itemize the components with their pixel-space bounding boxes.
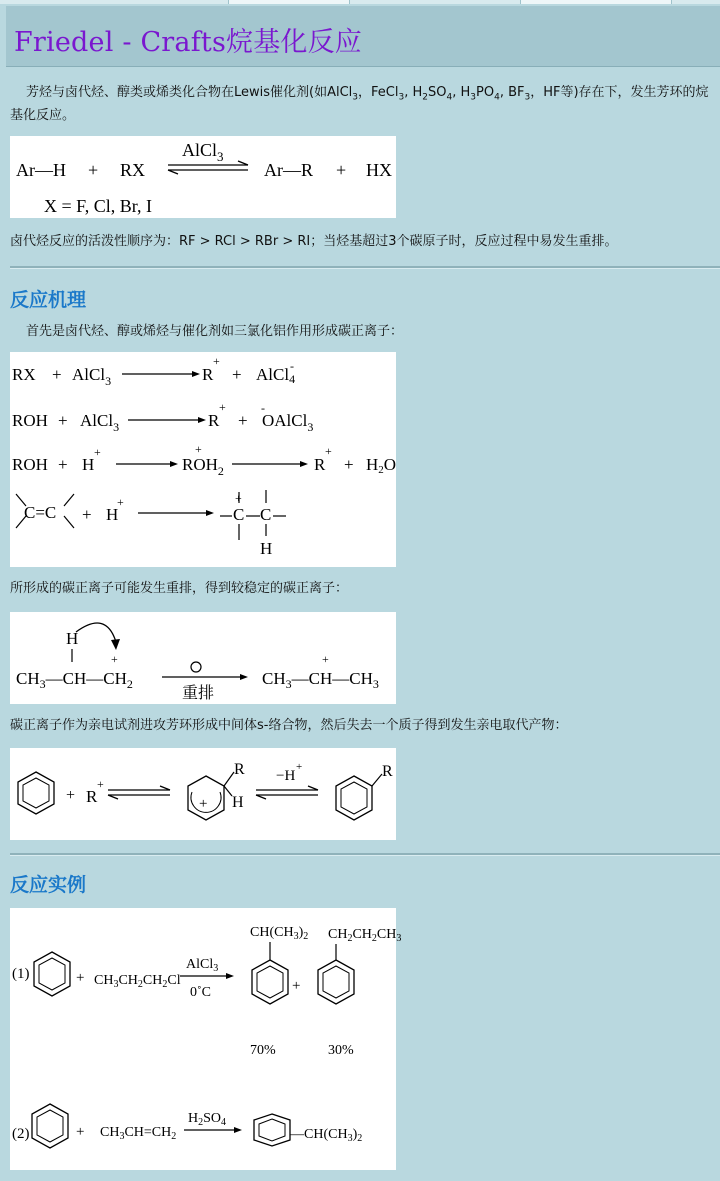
- tab-marker[interactable]: [228, 0, 350, 4]
- benzene-ring: [18, 772, 54, 814]
- ex1-reagent: $CH_3CH_2CH_2Cl$: [94, 973, 181, 990]
- plus-charge: +: [219, 400, 226, 414]
- ex2-catalyst: $H_2SO_4$: [188, 1111, 227, 1128]
- mechanism-intro: 首先是卤代烃、醇或烯烃与催化剂如三氯化铝作用形成碳正离子：: [26, 324, 404, 339]
- section-divider: [10, 853, 720, 856]
- arrow-head: [206, 510, 214, 516]
- rearrangement-figure: [10, 612, 396, 704]
- yield-percent: 30%: [328, 1043, 354, 1058]
- rearrangement-svg: [10, 612, 396, 704]
- reaction-condition: 0˚C: [190, 985, 211, 1000]
- intro-paragraph: [10, 84, 710, 125]
- example-number: (2): [12, 1126, 30, 1142]
- rearrangement-note: 所形成的碳正离子可能发生重排，得到较稳定的碳正离子：: [10, 581, 349, 596]
- intro-text: PO: [476, 85, 495, 100]
- carbon-atom: C: [260, 505, 272, 524]
- plus-charge: +: [213, 354, 220, 368]
- product-ring: [254, 1114, 290, 1146]
- mech-r1-catalyst: AlCl$_3$: [72, 365, 112, 388]
- catalyst-label: AlCl$_3$: [182, 140, 224, 164]
- intro-text: 芳烃与卤代烃、醇类或烯类化合物在Lewis催化剂(如AlCl: [26, 85, 353, 100]
- plus-charge: +: [94, 445, 101, 459]
- mech-r1-reactant: RX: [12, 365, 36, 384]
- proton-loss-label: −H: [276, 768, 296, 784]
- carbocation: R: [314, 455, 326, 474]
- rearr-product: $CH_3—CH—CH_3$: [262, 669, 379, 691]
- page-title-bar: [6, 6, 720, 67]
- plus-sign: +: [58, 411, 68, 430]
- product-ring: [336, 776, 372, 820]
- general-equation-svg: [10, 136, 396, 218]
- arrow-head: [226, 973, 234, 979]
- plus-charge: +: [325, 444, 332, 458]
- plus-charge: +: [296, 761, 303, 773]
- section-heading-examples: 反应实例: [10, 874, 87, 896]
- ex2-product-substituent: $—CH(CH_3)_2$: [290, 1127, 363, 1144]
- plus-charge: +: [117, 495, 124, 509]
- plus-sign: +: [76, 1124, 85, 1140]
- water: H2O: [366, 455, 397, 476]
- bond: [372, 774, 382, 786]
- rearrangement-label: 重排: [182, 685, 215, 702]
- carbocation: R: [86, 787, 98, 806]
- rearr-reactant: $CH_3—CH—CH_2$: [16, 669, 133, 691]
- reactant-ar-h: Ar—H: [16, 160, 66, 180]
- substituent-r: R: [382, 763, 393, 780]
- example-number: (1): [12, 966, 30, 982]
- minus-charge: -: [290, 359, 294, 373]
- hydrogen-atom: H: [260, 539, 273, 558]
- intro-text: ，FeCl: [358, 85, 399, 100]
- mech-r2-anion: OAlCl$_3$: [262, 411, 314, 434]
- mech-r2-catalyst: AlCl$_3$: [80, 411, 120, 434]
- plus-charge: +: [235, 491, 242, 505]
- plus-sign: +: [66, 787, 76, 804]
- hydrogen-atom: H: [66, 629, 79, 648]
- ex1-product2-substituent: $CH_2CH_2CH_3$: [328, 927, 402, 944]
- intro-sub: 3: [398, 92, 405, 103]
- plus-sign: +: [76, 970, 85, 986]
- plus-sign: +: [88, 160, 99, 180]
- plus-sign: +: [82, 505, 92, 524]
- benzene-ring: [32, 1104, 68, 1148]
- minus-charge: -: [261, 401, 265, 415]
- arrow-head: [234, 1127, 242, 1133]
- plus-charge: +: [322, 652, 329, 666]
- ex1-product1-substituent: $CH(CH_3)_2$: [250, 925, 309, 942]
- bond: [64, 516, 74, 528]
- bond: [224, 772, 234, 786]
- benzene-ring: [34, 952, 70, 996]
- intro-sub: 4: [494, 92, 500, 103]
- bond: [64, 494, 74, 506]
- bond: [224, 786, 232, 796]
- svg-text:+: +: [199, 796, 208, 812]
- sigma-complex-ring: [188, 776, 224, 820]
- intro-text: , H: [404, 85, 423, 100]
- arrow-head: [240, 674, 248, 680]
- reactivity-note: 卤代烃反应的活泼性顺序为：RF > RCl > RBr > RI；当烃基超过3个碳原子时，反应过程中易发生重排。: [10, 234, 618, 249]
- plus-sign: +: [238, 411, 248, 430]
- carbocation: R: [202, 365, 214, 384]
- arrow-head: [198, 417, 206, 423]
- intro-text: , BF: [499, 85, 525, 100]
- intro-text: ，HF等)存在下，发生芳环的烷基化反应。: [10, 85, 709, 123]
- examples-figure: [10, 908, 402, 1170]
- plus-sign: +: [292, 978, 301, 994]
- product2-ring: [318, 960, 354, 1004]
- mechanism-svg: [10, 352, 396, 567]
- plus-sign: +: [52, 365, 62, 384]
- mech-r1-anion: AlCl4: [256, 365, 296, 386]
- substituent-r: R: [234, 761, 245, 778]
- plus-charge: +: [111, 652, 118, 666]
- mechanism-figure: [10, 352, 396, 567]
- plus-charge: +: [97, 777, 104, 791]
- reaction-condition-circle: [191, 662, 201, 672]
- intro-text: SO: [428, 85, 447, 100]
- product1-ring: [252, 960, 288, 1004]
- carbocation: R: [208, 411, 220, 430]
- sigma-complex-svg: [10, 748, 396, 840]
- alkene: C=C: [24, 503, 57, 522]
- product-hx: HX: [366, 160, 392, 180]
- arrow-head: [192, 371, 200, 377]
- plus-sign: +: [344, 455, 354, 474]
- section-divider: [10, 266, 720, 269]
- arrow-head: [170, 461, 178, 467]
- browser-top-strip: [0, 0, 720, 4]
- reactant-rx: RX: [120, 160, 146, 180]
- sigma-complex-note: 碳正离子作为亲电试剂进攻芳环形成中间体s-络合物，然后失去一个质子得到发生亲电取代产物：: [10, 718, 568, 733]
- hydrogen-atom: H: [232, 794, 244, 811]
- sigma-complex-figure: [10, 748, 396, 840]
- arrow-head: [300, 461, 308, 467]
- examples-svg: [10, 908, 402, 1170]
- general-equation-figure: [10, 136, 396, 218]
- carbon-atom: C: [233, 505, 245, 524]
- hydride-shift-arrow: [76, 623, 116, 642]
- intro-sub: 4: [446, 92, 453, 103]
- mech-r3-reactant: ROH: [12, 455, 48, 474]
- intro-text: , H: [452, 85, 471, 100]
- ex2-reagent: $CH_3CH=CH_2$: [100, 1125, 177, 1142]
- plus-sign: +: [336, 160, 347, 180]
- intro-sub: 3: [352, 92, 359, 103]
- plus-sign: +: [58, 455, 68, 474]
- section-heading-mechanism: 反应机理: [10, 289, 87, 311]
- oxonium: $ROH_2$: [182, 455, 224, 478]
- product-ar-r: Ar—R: [264, 160, 313, 180]
- ex1-catalyst: AlCl$_3$: [186, 957, 219, 974]
- arrow-head: [111, 639, 120, 650]
- plus-charge: +: [195, 442, 202, 456]
- page-title: Friedel - Crafts烷基化反应: [14, 27, 363, 58]
- plus-sign: +: [232, 365, 242, 384]
- proton: H: [82, 455, 95, 474]
- mech-r2-reactant: ROH: [12, 411, 48, 430]
- intro-sub: 2: [422, 92, 429, 103]
- tab-marker[interactable]: [520, 0, 672, 4]
- yield-percent: 70%: [250, 1043, 276, 1058]
- intro-sub: 3: [470, 92, 477, 103]
- x-definition: X = F, Cl, Br, I: [44, 196, 152, 216]
- intro-sub: 3: [524, 92, 531, 103]
- proton: H: [106, 505, 119, 524]
